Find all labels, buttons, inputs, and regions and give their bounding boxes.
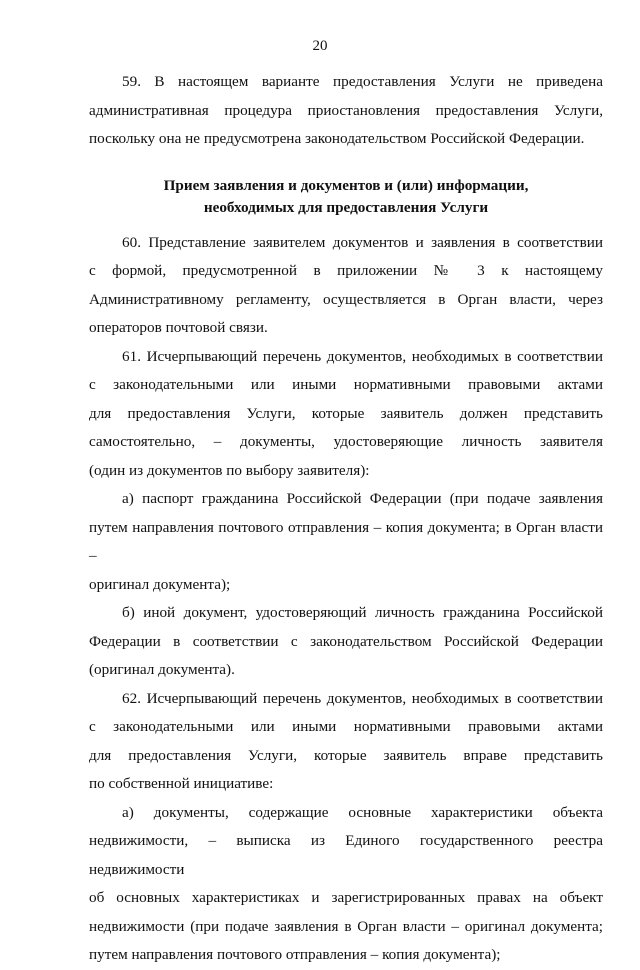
text-line: (один из документов по выбору заявителя): xyxy=(89,461,370,479)
paragraph-61-b xyxy=(89,599,603,685)
text-line: 62. Исчерпывающий перечень документов, необходимых в соответствии xyxy=(122,689,603,707)
heading-line: необходимых для предоставления Услуги xyxy=(203,198,489,216)
text-line: с формой, предусмотренной в приложении № 3 к настоящему xyxy=(89,262,603,279)
text-line: об основных характеристиках и зарегистрированных правах на объект xyxy=(89,889,603,906)
text-line: б) иной документ, удостоверяющий личность гражданина Российской xyxy=(122,604,603,621)
paragraph-61 xyxy=(89,343,603,486)
text-line: с законодательными или иными нормативными правовыми актами xyxy=(89,718,603,735)
text-line: с законодательными или иными нормативными правовыми актами xyxy=(89,376,603,393)
page-number: 20 xyxy=(312,38,328,54)
text-line: для предоставления Услуги, которые заявитель должен представить xyxy=(89,404,603,422)
text-line: а) паспорт гражданина Российской Федерации (при подаче заявления xyxy=(122,490,603,507)
paragraph-62 xyxy=(89,685,603,799)
text-line: самостоятельно, – документы, удостоверяющие личность заявителя xyxy=(89,433,603,450)
paragraph-62-a xyxy=(89,799,603,970)
text-line: 61. Исчерпывающий перечень документов, необходимых в соответствии xyxy=(122,347,603,365)
text-line: операторов почтовой связи. xyxy=(89,319,268,336)
paragraph-60 xyxy=(89,229,603,343)
text-line: путем направления почтового отправления – копия документа; в Орган власти – xyxy=(89,518,603,564)
text-line: Федерации в соответствии с законодательством Российской Федерации xyxy=(89,632,603,650)
text-line: (оригинал документа). xyxy=(89,661,235,678)
section-heading xyxy=(89,175,603,219)
text-line: недвижимости (при подаче заявления в Орган власти – оригинал документа; xyxy=(89,917,603,935)
text-line: оригинал документа); xyxy=(89,575,231,593)
text-line: административная процедура приостановления предоставления Услуги, xyxy=(89,101,603,119)
text-line: для предоставления Услуги, которые заявитель вправе представить xyxy=(89,746,603,764)
text-line: поскольку она не предусмотрена законодательством Российской Федерации. xyxy=(89,130,585,147)
paragraph-61-a xyxy=(89,485,603,599)
text-line: а) документы, содержащие основные характеристики объекта xyxy=(122,803,603,821)
heading-line: Прием заявления и документов и (или) информации, xyxy=(163,176,529,194)
text-line: 60. Представление заявителем документов и заявления в соответствии xyxy=(122,233,603,251)
text-line: по собственной инициативе: xyxy=(89,775,274,792)
text-line: путем направления почтового отправления – копия документа); xyxy=(89,946,501,963)
text-line: недвижимости, – выписка из Единого государственного реестра недвижимости xyxy=(89,832,603,878)
text-line: 59. В настоящем варианте предоставления Услуги не приведена xyxy=(122,73,603,90)
document-body xyxy=(89,68,603,970)
text-line: Административному регламенту, осуществляется в Орган власти, через xyxy=(89,290,603,308)
paragraph-59 xyxy=(89,68,603,154)
